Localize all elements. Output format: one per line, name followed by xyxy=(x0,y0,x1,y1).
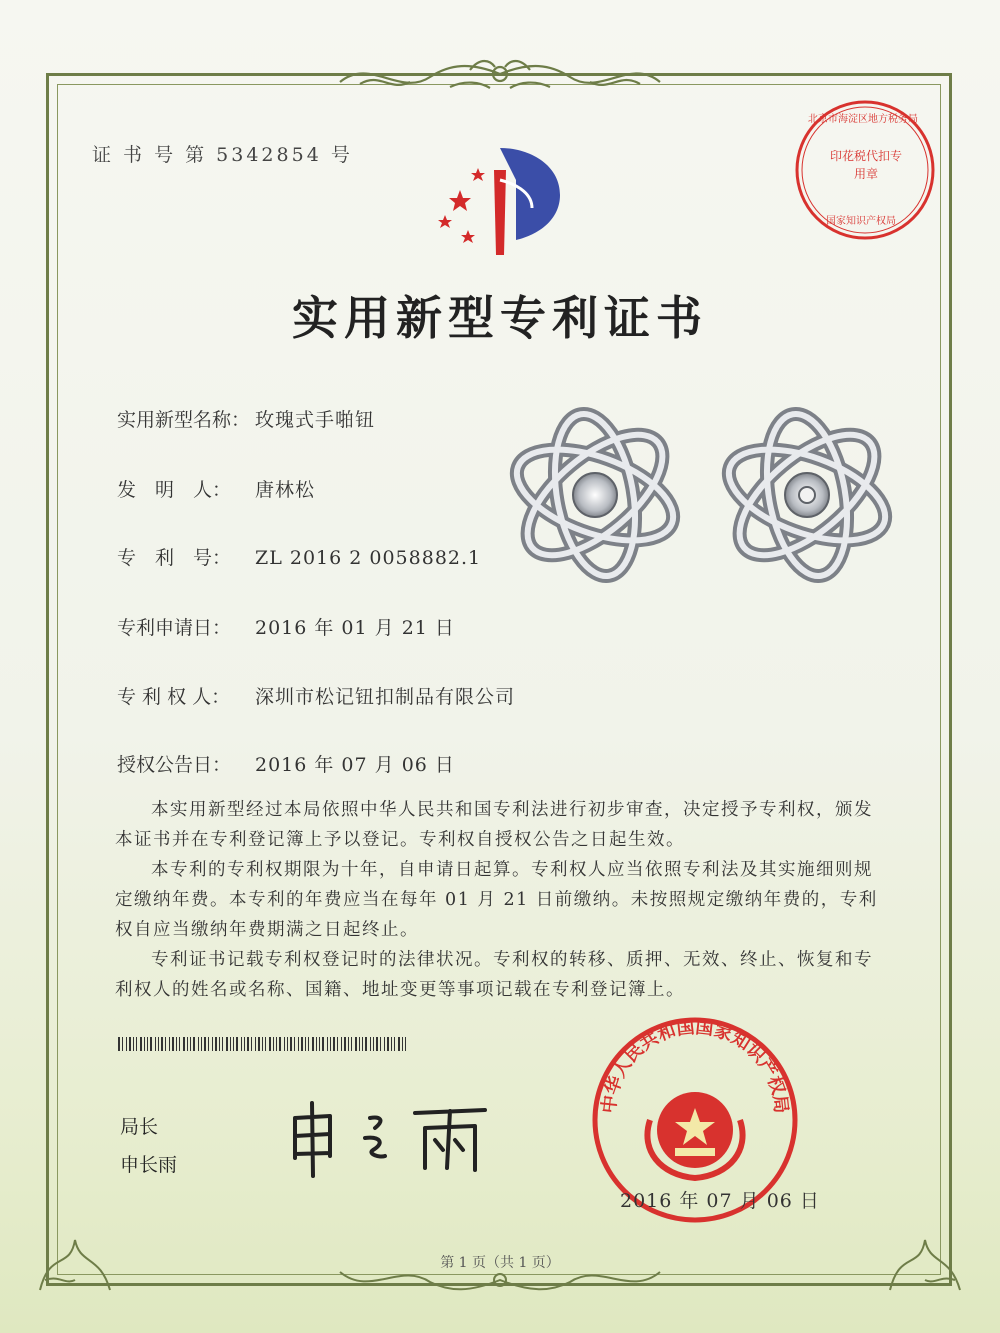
signature-name: 申长雨 xyxy=(120,1154,178,1176)
barcode-bar xyxy=(405,1037,406,1051)
field-utility-model-name xyxy=(117,405,375,432)
top-ornament xyxy=(330,52,670,102)
barcode-bar xyxy=(402,1037,403,1051)
barcode-bar xyxy=(118,1037,120,1051)
signature-role: 局长 xyxy=(120,1116,159,1138)
barcode-bar xyxy=(226,1037,228,1051)
barcode-bar xyxy=(150,1037,152,1051)
barcode-bar xyxy=(279,1037,281,1051)
barcode-bar xyxy=(236,1037,238,1051)
field-value: 2016 年 01 月 21 日 xyxy=(255,617,455,639)
field-label: 专利申请日： xyxy=(117,617,232,639)
barcode-bar xyxy=(287,1037,288,1051)
barcode-bar xyxy=(255,1037,256,1051)
barcode-bar xyxy=(376,1037,378,1051)
barcode-bar xyxy=(380,1037,381,1051)
barcode-bar xyxy=(258,1037,260,1051)
barcode-bar xyxy=(193,1037,195,1051)
body-paragraph: 本专利的专利权期限为十年，自申请日起算。专利权人应当依照专利法及其实施细则规定缴纳年费。本专利的年费应当在每年 01 月 21 日前缴纳。未按照规定缴纳年费的，专利权自应当缴纳年费期满之日起终止。 xyxy=(115,860,878,940)
field-label: 发 明 人： xyxy=(117,479,232,501)
field-label: 专 利 权 人： xyxy=(117,686,231,708)
barcode-bar xyxy=(273,1037,274,1051)
barcode-bar xyxy=(247,1037,249,1051)
patent-office-logo-icon xyxy=(420,140,580,260)
barcode-bar xyxy=(276,1037,277,1051)
barcode-bar xyxy=(251,1037,252,1051)
barcode-bar xyxy=(348,1037,349,1051)
field-label: 授权公告日： xyxy=(117,754,232,776)
barcode xyxy=(118,1037,408,1051)
barcode-bar xyxy=(122,1037,123,1051)
barcode-bar xyxy=(312,1037,314,1051)
barcode-bar xyxy=(183,1037,185,1051)
field-value: 深圳市松记钮扣制品有限公司 xyxy=(255,686,516,708)
field-announcement-date xyxy=(117,750,455,777)
barcode-bar xyxy=(362,1037,363,1051)
barcode-bar xyxy=(262,1037,263,1051)
barcode-bar xyxy=(391,1037,392,1051)
body-paragraph: 本实用新型经过本局依照中华人民共和国专利法进行初步审查，决定授予专利权，颁发本证书并在专利登记簿上予以登记。专利权自授权公告之日起生效。 xyxy=(115,800,873,850)
barcode-bar xyxy=(161,1037,163,1051)
barcode-bar xyxy=(179,1037,180,1051)
field-label: 实用新型名称： xyxy=(117,409,251,431)
barcode-bar xyxy=(233,1037,234,1051)
field-inventor xyxy=(117,475,315,502)
barcode-bar xyxy=(355,1037,357,1051)
barcode-bar xyxy=(305,1037,306,1051)
page-number: 第 1 页（共 1 页） xyxy=(440,1255,560,1271)
barcode-bar xyxy=(327,1037,328,1051)
barcode-bar xyxy=(155,1037,156,1051)
barcode-bar xyxy=(319,1037,320,1051)
barcode-bar xyxy=(384,1037,385,1051)
barcode-bar xyxy=(158,1037,159,1051)
barcode-bar xyxy=(133,1037,134,1051)
barcode-bar xyxy=(330,1037,331,1051)
field-value: 2016 年 07 月 06 日 xyxy=(255,754,455,776)
barcode-bar xyxy=(265,1037,266,1051)
barcode-bar xyxy=(387,1037,389,1051)
barcode-bar xyxy=(176,1037,177,1051)
barcode-bar xyxy=(136,1037,137,1051)
inner-frame xyxy=(57,84,941,1275)
barcode-bar xyxy=(169,1037,170,1051)
barcode-bar xyxy=(219,1037,220,1051)
snap-button-image-right xyxy=(712,405,902,585)
barcode-bar xyxy=(204,1037,206,1051)
barcode-bar xyxy=(144,1037,145,1051)
barcode-bar xyxy=(365,1037,367,1051)
barcode-bar xyxy=(398,1037,400,1051)
certificate-body xyxy=(115,795,885,1005)
barcode-bar xyxy=(241,1037,242,1051)
office-seal-text: 中华人民共和国国家知识产权局 xyxy=(598,1016,792,1115)
barcode-bar xyxy=(129,1037,131,1051)
barcode-bar xyxy=(208,1037,209,1051)
barcode-bar xyxy=(284,1037,285,1051)
barcode-bar xyxy=(301,1037,303,1051)
field-value: ZL 2016 2 0058882.1 xyxy=(255,547,482,569)
barcode-bar xyxy=(230,1037,231,1051)
body-paragraph: 专利证书记载专利权登记时的法律状况。专利权的转移、质押、无效、终止、恢复和专利权人的姓名或名称、国籍、地址变更等事项记载在专利登记簿上。 xyxy=(115,950,873,1000)
barcode-bar xyxy=(190,1037,191,1051)
barcode-bar xyxy=(126,1037,127,1051)
barcode-bar xyxy=(394,1037,395,1051)
barcode-bar xyxy=(212,1037,213,1051)
barcode-bar xyxy=(344,1037,346,1051)
handwritten-signature xyxy=(285,1098,505,1178)
barcode-bar xyxy=(140,1037,142,1051)
snap-button-image-left xyxy=(500,405,690,585)
barcode-bar xyxy=(373,1037,374,1051)
barcode-bar xyxy=(222,1037,223,1051)
barcode-bar xyxy=(341,1037,342,1051)
barcode-bar xyxy=(322,1037,324,1051)
field-application-date xyxy=(117,613,455,640)
barcode-bar xyxy=(316,1037,317,1051)
barcode-bar xyxy=(198,1037,199,1051)
tax-seal-center-text: 印花税代扣专用章 xyxy=(829,149,902,181)
tax-seal-bottom-text: 国家知识产权局 xyxy=(826,216,896,227)
barcode-bar xyxy=(308,1037,309,1051)
field-label: 专 利 号： xyxy=(117,547,232,569)
barcode-bar xyxy=(215,1037,217,1051)
field-value: 唐林松 xyxy=(255,479,316,501)
field-patentee xyxy=(117,682,515,709)
seal-date: 2016 年 07 月 06 日 xyxy=(620,1190,820,1212)
barcode-bar xyxy=(370,1037,371,1051)
certificate-title: 实用新型专利证书 xyxy=(292,291,708,345)
barcode-bar xyxy=(244,1037,245,1051)
barcode-bar xyxy=(172,1037,174,1051)
tax-seal-top-text: 北京市海淀区地方税务局 xyxy=(808,114,918,125)
barcode-bar xyxy=(165,1037,166,1051)
barcode-bar xyxy=(187,1037,188,1051)
field-value: 玫瑰式手啪钮 xyxy=(255,409,376,431)
barcode-bar xyxy=(290,1037,292,1051)
barcode-bar xyxy=(333,1037,335,1051)
certificate-number: 证 书 号 第 5342854 号 xyxy=(92,144,353,166)
field-patent-number xyxy=(117,543,481,570)
barcode-bar xyxy=(294,1037,295,1051)
barcode-bar xyxy=(298,1037,299,1051)
barcode-bar xyxy=(147,1037,148,1051)
barcode-bar xyxy=(269,1037,271,1051)
barcode-bar xyxy=(359,1037,360,1051)
barcode-bar xyxy=(337,1037,338,1051)
barcode-bar xyxy=(351,1037,352,1051)
barcode-bar xyxy=(201,1037,202,1051)
